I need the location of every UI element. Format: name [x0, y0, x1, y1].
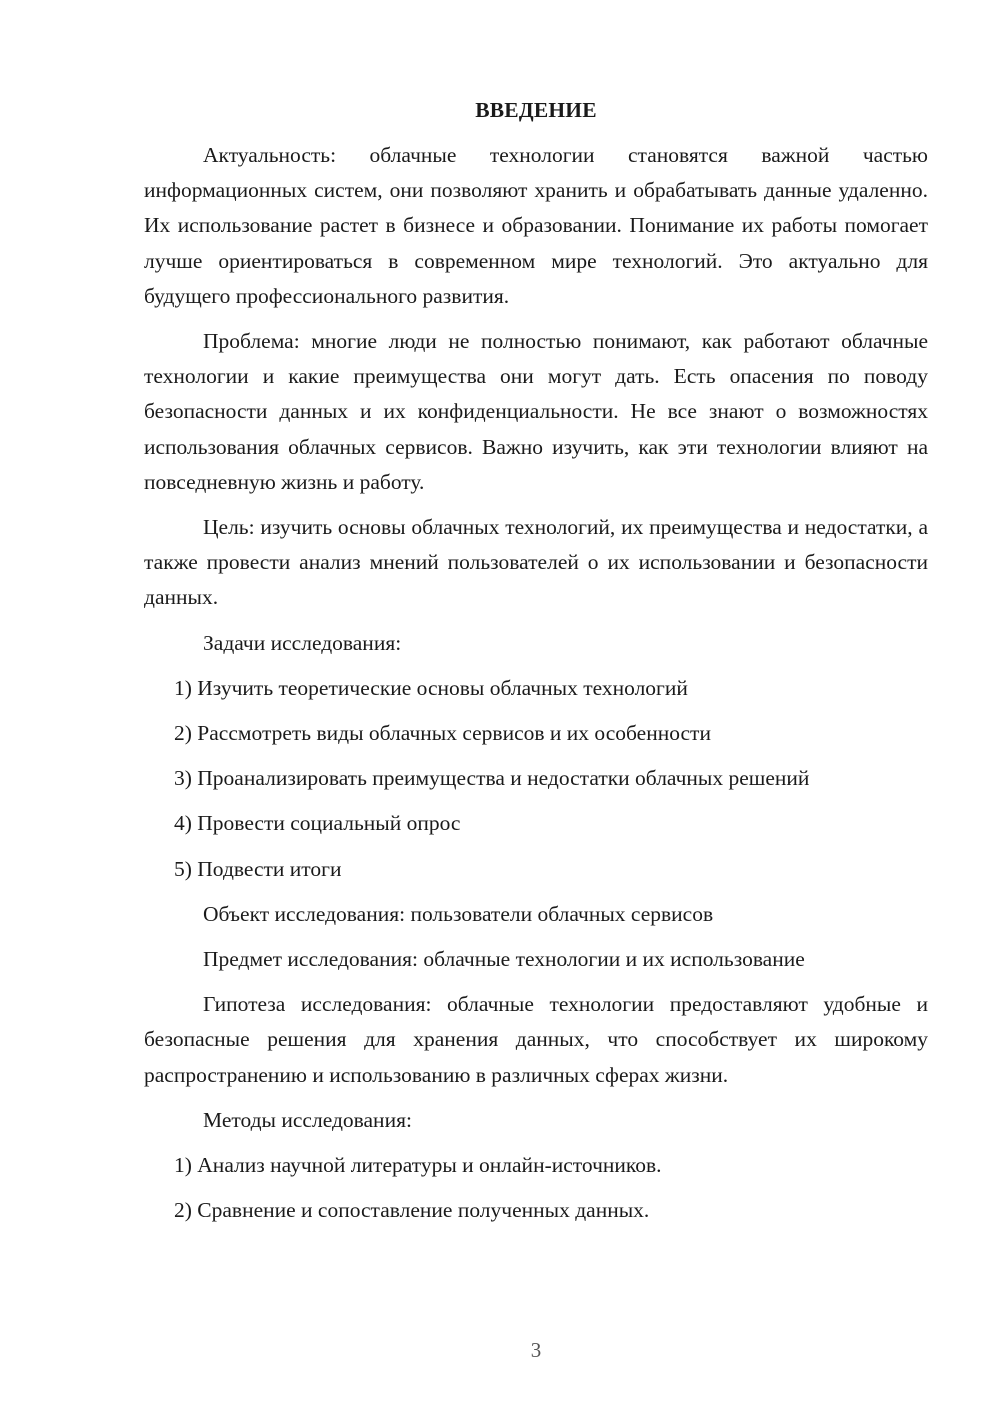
research-object: Объект исследования: пользователи облачных сервисов	[203, 901, 714, 926]
method-item: 1) Анализ научной литературы и онлайн-источников.	[174, 1153, 662, 1178]
task-item: 1) Изучить теоретические основы облачных технологий	[174, 675, 688, 700]
task-item: 2) Рассмотреть виды облачных сервисов и их особенности	[174, 721, 711, 746]
task-item: 3) Проанализировать преимущества и недостатки облачных решений	[174, 766, 810, 791]
page-title: ВВЕДЕНИЕ	[475, 98, 597, 122]
hypothesis-paragraph: Гипотеза исследования: облачные технологии предоставляют удобные и безопасные решения для хранения данных, что способствует их широкому распространению и использованию в различных сферах жизни.	[144, 992, 928, 1087]
research-subject: Предмет исследования: облачные технологии и их использование	[203, 947, 805, 972]
task-item: 4) Провести социальный опрос	[174, 811, 461, 836]
relevance-paragraph: Актуальность: облачные технологии становятся важной частью информационных систем, они позволяют хранить и обрабатывать данные удаленно. Их использование растет в бизнесе и образовании. Понимание их работы помогает лучше ориентироваться в современном мире технологий. Это актуально для будущего профессионального развития.	[144, 143, 928, 308]
document-page	[144, 96, 928, 1238]
goal-paragraph: Цель: изучить основы облачных технологий, их преимущества и недостатки, а также провести анализ мнений пользователей о их использовании и безопасности данных.	[144, 515, 928, 610]
page-number: 3	[530, 1338, 542, 1362]
problem-paragraph: Проблема: многие люди не полностью понимают, как работают облачные технологии и какие преимущества они могут дать. Есть опасения по поводу безопасности данных и их конфиденциальности. Не все знают о возможностях использования облачных сервисов. Важно изучить, как эти технологии влияют на повседневную жизнь и работу.	[144, 329, 928, 494]
method-item: 2) Сравнение и сопоставление полученных данных.	[174, 1198, 650, 1223]
methods-heading: Методы исследования:	[203, 1107, 412, 1132]
task-item: 5) Подвести итоги	[174, 856, 342, 881]
tasks-heading: Задачи исследования:	[203, 630, 402, 655]
